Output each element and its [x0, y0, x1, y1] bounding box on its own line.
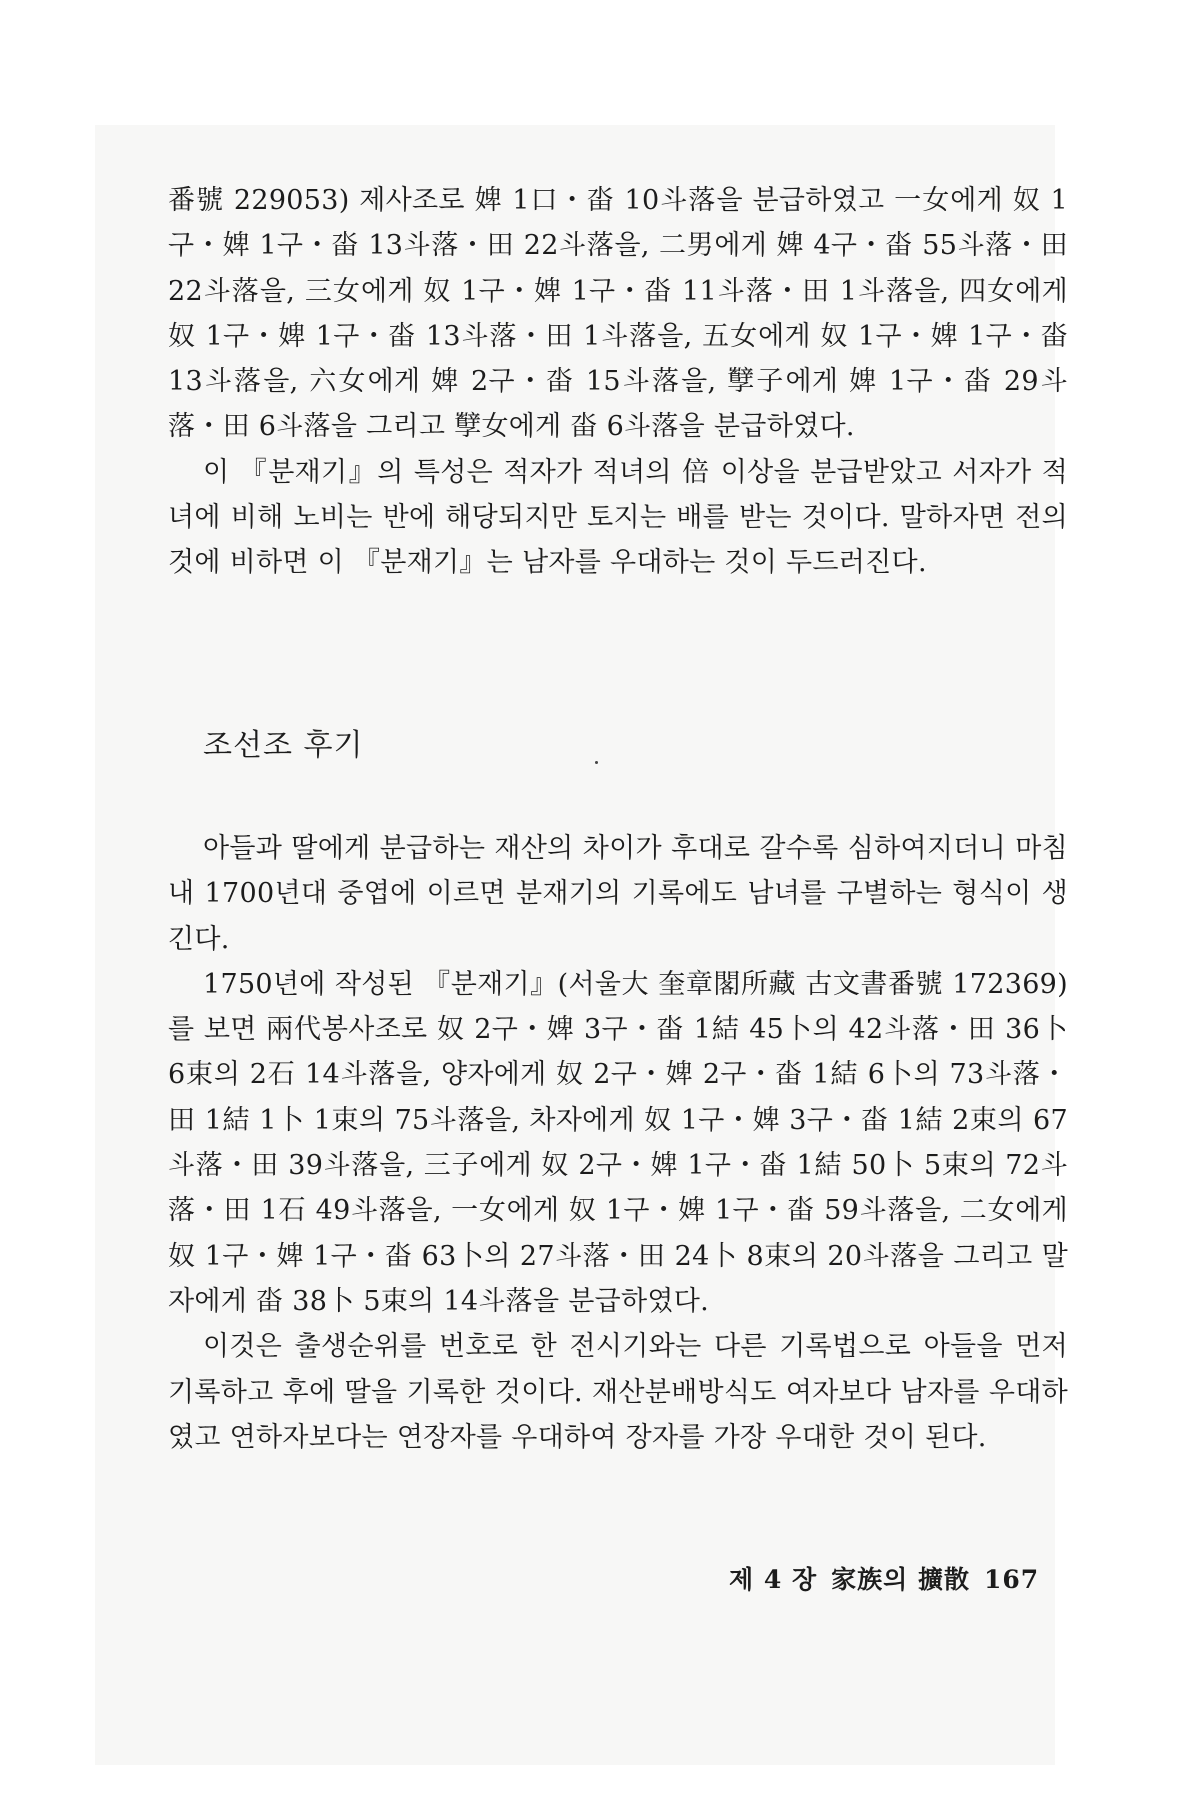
running-footer — [729, 1560, 1039, 1596]
body-text-bottom — [168, 826, 1068, 1460]
chapter-title: 家族의 擴散 — [831, 1565, 970, 1594]
chapter-label: 제 4 장 — [729, 1565, 818, 1594]
paragraph-inheritance-list: 番號 229053) 제사조로 婢 1口・畓 10斗落을 분급하였고 一女에게 奴 1구・婢 1구・畓 13斗落・田 22斗落을, 二男에게 婢 4구・畓 55斗落・田 22斗落을, 三女에게 奴 1구・婢 1구・畓 11斗落・田 1斗落을, 四女에게 奴 1구・婢 1구・畓 13斗落・田 1斗落을, 五女에게 奴 1구・婢 1구・畓 13斗落을, 六女에게 婢 2구・畓 15斗落을, 孼子에게 婢 1구・畓 29斗落・田 6斗落을 그리고 孼女에게 畓 6斗落을 분급하였다. — [168, 185, 1068, 443]
paragraph-1750-record: 1750년에 작성된 『분재기』(서울大 奎章閣所藏 古文書番號 172369)를 보면 兩代봉사조로 奴 2구・婢 3구・畓 1結 45卜의 42斗落・田 36卜 6束의 2石 14斗落을, 양자에게 奴 2구・婢 2구・畓 1結 6卜의 73斗落・田 1結 1卜 1束의 75斗落을, 차자에게 奴 1구・婢 3구・畓 1結 2束의 67斗落・田 39斗落을, 三子에게 奴 2구・婢 1구・畓 1結 50卜 5束의 72斗落・田 1石 49斗落을, 一女에게 奴 1구・婢 1구・畓 59斗落을, 二女에게 奴 1구・婢 1구・畓 63卜의 27斗落・田 24卜 8束의 20斗落을 그리고 말자에게 畓 38卜 5束의 14斗落을 분급하였다. — [168, 968, 1068, 1317]
body-text-top — [168, 178, 1068, 586]
paragraph-characteristics: 이 『분재기』의 특성은 적자가 적녀의 倍 이상을 분급받았고 서자가 적녀에 비해 노비는 반에 해당되지만 토지는 배를 받는 것이다. 말하자면 전의 것에 비하면 이 『분재기』는 남자를 우대하는 것이 두드러진다. — [168, 456, 1068, 579]
ink-dot — [595, 761, 598, 764]
section-heading: 조선조 후기 — [203, 728, 364, 763]
paragraph-conclusion: 이것은 출생순위를 번호로 한 전시기와는 다른 기록법으로 아들을 먼저 기록하고 후에 딸을 기록한 것이다. 재산분배방식도 여자보다 남자를 우대하였고 연하자보다는 연장자를 우대하여 장자를 가장 우대한 것이 된다. — [168, 1331, 1068, 1453]
paragraph-late-joseon-intro: 아들과 딸에게 분급하는 재산의 차이가 후대로 갈수록 심하여지더니 마침내 1700년대 중엽에 이르면 분재기의 기록에도 남녀를 구별하는 형식이 생긴다. — [168, 833, 1068, 955]
page-number: 167 — [983, 1565, 1040, 1594]
